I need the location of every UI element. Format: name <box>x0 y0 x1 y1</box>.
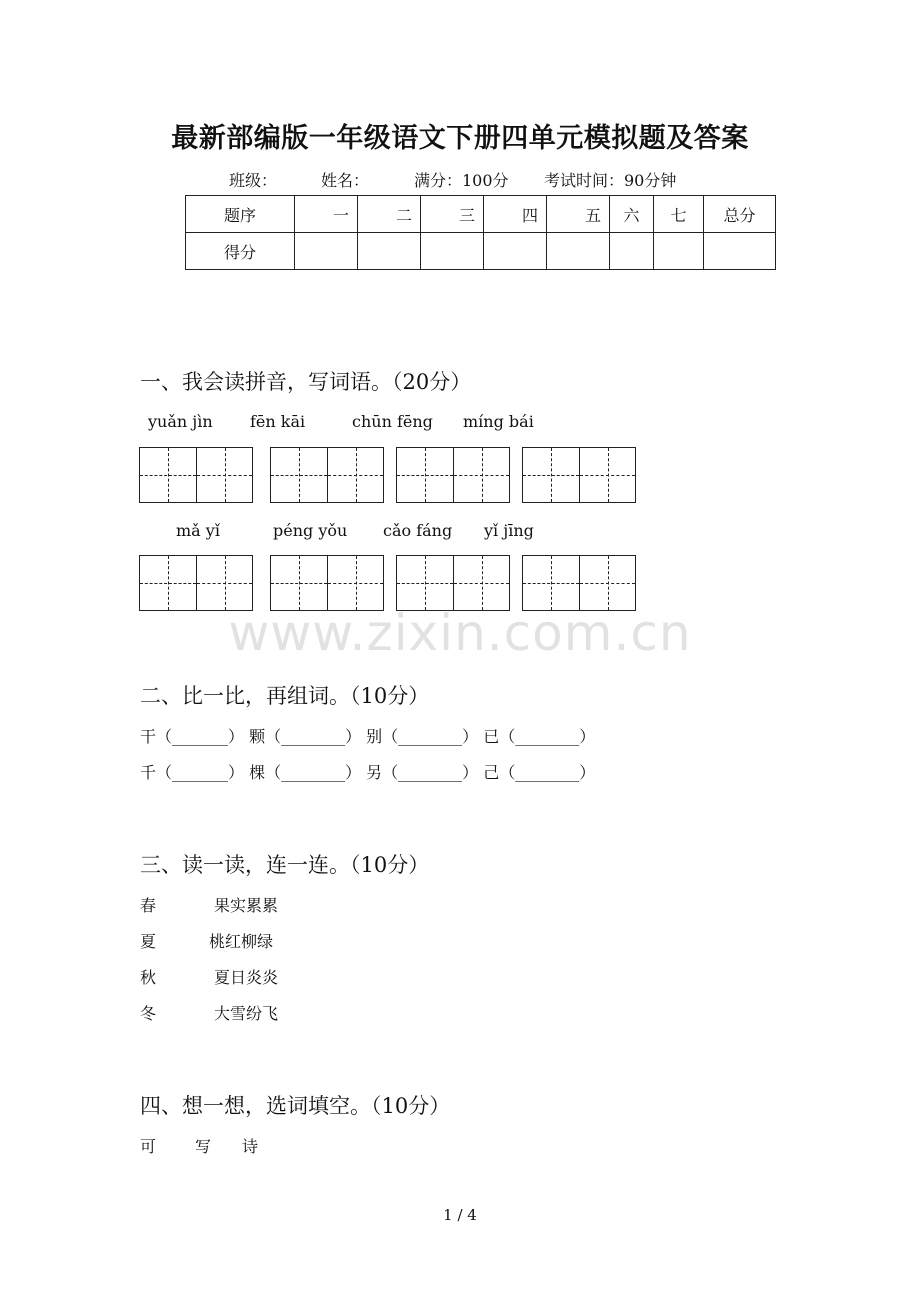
table-cell: 五 <box>547 196 610 233</box>
choice-word: 写 <box>195 1137 212 1156</box>
section2-heading: 二、比一比，再组词。（10分） <box>140 684 430 708</box>
page-number: 1 / 4 <box>443 1206 477 1224</box>
table-cell-empty <box>295 233 358 270</box>
table-cell: 四 <box>484 196 547 233</box>
pinyin-label: chūn fēng <box>352 412 433 431</box>
choice-word: 诗 <box>242 1137 259 1156</box>
pinyin-label: fēn kāi <box>250 412 306 431</box>
writing-grid[interactable] <box>522 555 636 611</box>
watermark: www.zixin.com.cn <box>228 604 692 662</box>
phrase-word: 桃红柳绿 <box>209 932 274 951</box>
table-cell: 七 <box>654 196 704 233</box>
choice-word: 可 <box>140 1137 157 1156</box>
table-cell: 六 <box>610 196 654 233</box>
table-cell-empty <box>654 233 704 270</box>
table-cell-empty <box>704 233 776 270</box>
pinyin-label: yuǎn jìn <box>148 412 213 431</box>
table-cell: 得分 <box>186 233 295 270</box>
season-word: 春 <box>140 896 157 915</box>
writing-grid[interactable] <box>139 447 253 503</box>
writing-grid[interactable] <box>270 447 384 503</box>
section3-heading: 三、读一读，连一连。（10分） <box>140 853 430 877</box>
table-cell: 总分 <box>704 196 776 233</box>
season-word: 夏 <box>140 932 157 951</box>
pinyin-label: yǐ jīng <box>484 521 534 540</box>
writing-grid[interactable] <box>522 447 636 503</box>
pinyin-label: cǎo fáng <box>383 521 453 540</box>
section1-heading: 一、我会读拼音，写词语。（20分） <box>140 370 472 394</box>
writing-grid[interactable] <box>270 555 384 611</box>
pinyin-label: péng yǒu <box>273 521 348 540</box>
pinyin-label: míng bái <box>463 412 534 431</box>
phrase-word: 大雪纷飞 <box>214 1004 279 1023</box>
compare-line-1: 干（_______） 颗（________） 别（________） 已（________） <box>140 727 596 746</box>
table-cell-empty <box>484 233 547 270</box>
score-table-score-row <box>186 233 776 270</box>
season-word: 秋 <box>140 968 157 987</box>
table-cell-empty <box>421 233 484 270</box>
class-label: 班级： <box>229 171 278 190</box>
phrase-word: 果实累累 <box>214 896 279 915</box>
table-cell-empty <box>610 233 654 270</box>
name-label: 姓名： <box>321 171 370 190</box>
table-cell-empty <box>547 233 610 270</box>
table-cell: 一 <box>295 196 358 233</box>
writing-grid[interactable] <box>396 555 510 611</box>
season-word: 冬 <box>140 1004 157 1023</box>
exam-time-label: 考试时间：90分钟 <box>544 171 677 190</box>
table-cell: 二 <box>358 196 421 233</box>
writing-grid[interactable] <box>396 447 510 503</box>
section4-heading: 四、想一想，选词填空。（10分） <box>140 1094 451 1118</box>
table-cell-empty <box>358 233 421 270</box>
phrase-word: 夏日炎炎 <box>214 968 279 987</box>
full-score-label: 满分：100分 <box>414 171 509 190</box>
score-table <box>185 195 776 270</box>
pinyin-label: mǎ yǐ <box>176 521 220 540</box>
page-title: 最新部编版一年级语文下册四单元模拟题及答案 <box>171 123 749 154</box>
writing-grid[interactable] <box>139 555 253 611</box>
table-cell: 题序 <box>186 196 295 233</box>
compare-line-2: 千（_______） 棵（________） 另（________） 己（________） <box>140 763 596 782</box>
table-cell: 三 <box>421 196 484 233</box>
score-table-header-row <box>186 196 776 233</box>
